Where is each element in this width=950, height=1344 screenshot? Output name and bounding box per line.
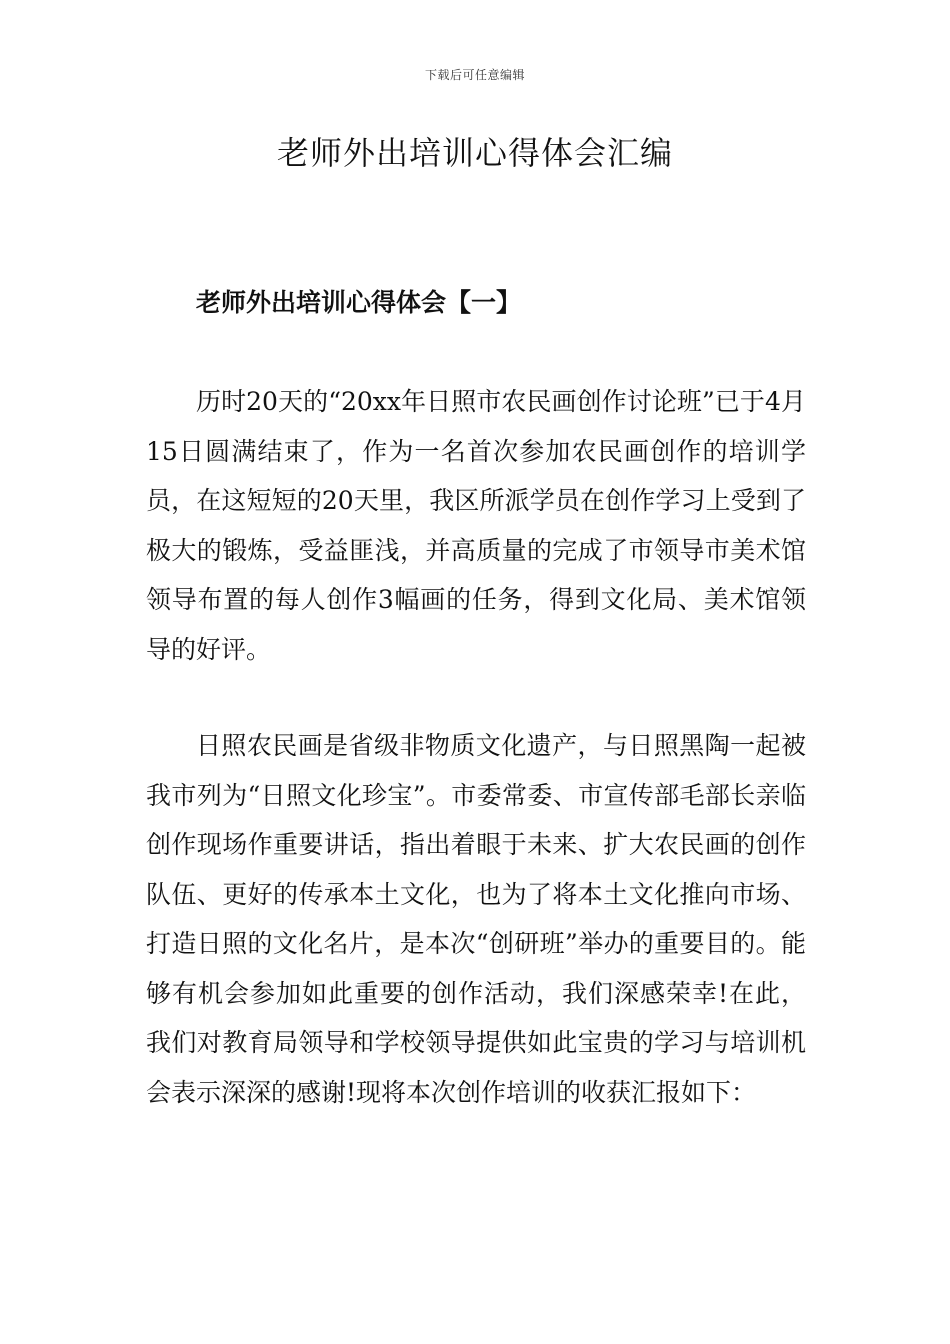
- paragraph-2: 日照农民画是省级非物质文化遗产，与日照黑陶一起被我市列为“日照文化珍宝”。市委常委、市宣传部毛部长亲临创作现场作重要讲话，指出着眼于未来、扩大农民画的创作队伍、更好的传承本土文化，也为了将本土文化推向市场、打造日照的文化名片，是本次“创研班”举办的重要目的。能够有机会参加如此重要的创作活动，我们深感荣幸!在此，我们对教育局领导和学校领导提供如此宝贵的学习与培训机会表示深深的感谢!现将本次创作培训的收获汇报如下：: [146, 731, 806, 1107]
- section-heading: 老师外出培训心得体会【一】: [196, 288, 522, 317]
- paragraph-1: 历时20天的“20xx年日照市农民画创作讨论班”已于4月15日圆满结束了，作为一名首次参加农民画创作的培训学员，在这短短的20天里，我区所派学员在创作学习上受到了极大的锻炼，受益匪浅，并高质量的完成了市领导市美术馆领导布置的每人创作3幅画的任务，得到文化局、美术馆领导的好评。: [146, 387, 806, 664]
- document-title: 老师外出培训心得体会汇编: [276, 134, 673, 172]
- header-note: 下载后可任意编辑: [424, 68, 525, 82]
